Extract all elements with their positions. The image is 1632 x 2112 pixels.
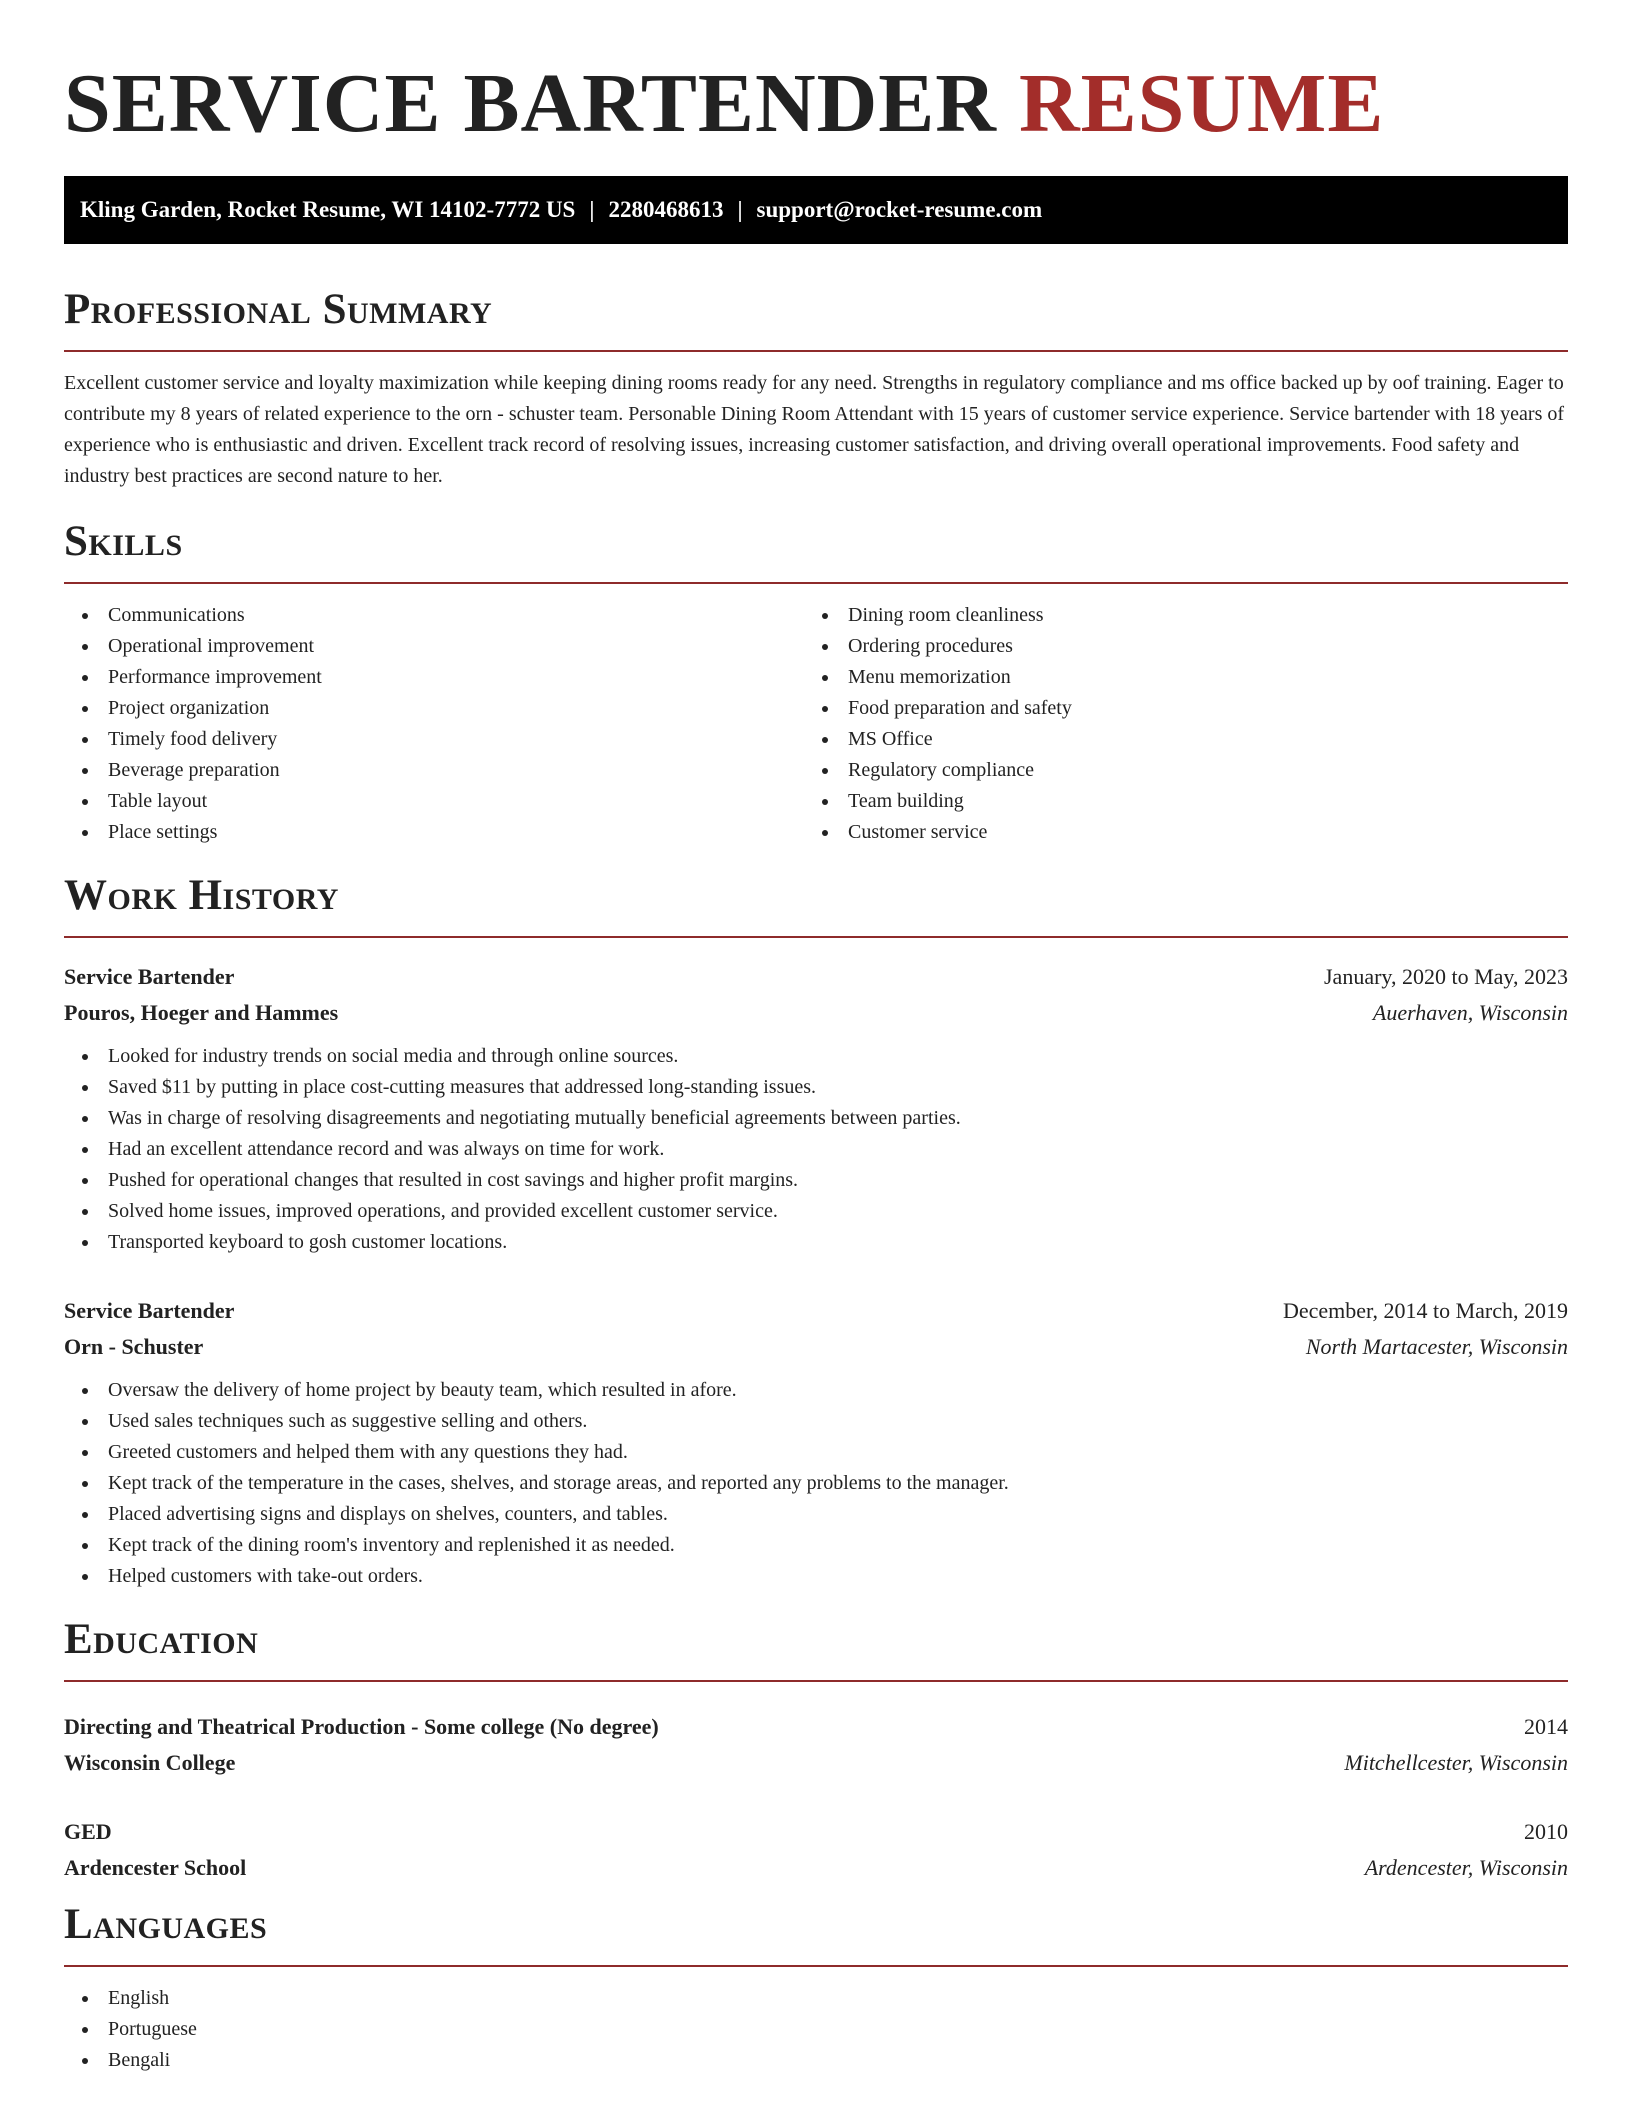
skill-item: MS Office [804, 724, 1568, 755]
title-accent: RESUME [1018, 57, 1385, 150]
job-bullet: Pushed for operational changes that resulted in cost savings and higher profit margins. [64, 1165, 1568, 1196]
education-school-row [64, 1745, 1568, 1781]
job-bullet: Transported keyboard to gosh customer locations. [64, 1227, 1568, 1258]
section-divider [64, 1965, 1568, 1967]
skill-item: Project organization [64, 693, 804, 724]
skill-item: Food preparation and safety [804, 693, 1568, 724]
education-location: Ardencester, Wisconsin [1364, 1855, 1568, 1880]
language-item: English [64, 1983, 1568, 2014]
job-title: Service Bartender [64, 1298, 235, 1323]
skill-item: Operational improvement [64, 631, 804, 662]
skill-item: Dining room cleanliness [804, 600, 1568, 631]
education-year: 2014 [1524, 1714, 1568, 1739]
job-location: North Martacester, Wisconsin [1305, 1334, 1568, 1359]
job-bullet: Kept track of the dining room's inventory and replenished it as needed. [64, 1530, 1568, 1561]
job-location: Auerhaven, Wisconsin [1372, 1000, 1568, 1025]
skill-item: Menu memorization [804, 662, 1568, 693]
job-title-row [64, 959, 1568, 995]
skill-item: Beverage preparation [64, 755, 804, 786]
contact-separator: | [589, 197, 595, 222]
skills-list-left [64, 600, 804, 848]
skill-item: Customer service [804, 817, 1568, 848]
job-bullet: Placed advertising signs and displays on shelves, counters, and tables. [64, 1499, 1568, 1530]
skill-item: Team building [804, 786, 1568, 817]
job-bullet: Helped customers with take-out orders. [64, 1561, 1568, 1592]
work-section [64, 868, 1568, 954]
skill-item: Regulatory compliance [804, 755, 1568, 786]
job-bullet: Greeted customers and helped them with any questions they had. [64, 1437, 1568, 1468]
job-dates: January, 2020 to May, 2023 [1324, 964, 1568, 989]
job-bullet: Looked for industry trends on social media and through online sources. [64, 1041, 1568, 1072]
job-company-row [64, 1329, 1568, 1365]
contact-separator: | [737, 197, 743, 222]
job-bullet: Used sales techniques such as suggestive selling and others. [64, 1406, 1568, 1437]
contact-email[interactable]: support@rocket-resume.com [756, 197, 1043, 222]
education-section [64, 1612, 1568, 1698]
education-degree: Directing and Theatrical Production - Some college (No degree) [64, 1714, 659, 1739]
section-heading-skills: Skills [64, 518, 183, 565]
skill-item: Communications [64, 600, 804, 631]
job-bullet: Solved home issues, improved operations, and provided excellent customer service. [64, 1196, 1568, 1227]
job-bullet: Was in charge of resolving disagreements and negotiating mutually beneficial agreements between parties. [64, 1103, 1568, 1134]
job-company-row [64, 995, 1568, 1031]
job-company: Pouros, Hoeger and Hammes [64, 1000, 339, 1025]
title-main: SERVICE BARTENDER [64, 57, 997, 150]
job-bullets [64, 1375, 1568, 1592]
section-divider [64, 936, 1568, 938]
languages-list [64, 1983, 1568, 2076]
section-heading-languages: Languages [64, 1901, 268, 1948]
education-entry [64, 1814, 1568, 1886]
contact-bar [64, 176, 1568, 244]
language-item: Bengali [64, 2045, 1568, 2076]
education-entry [64, 1709, 1568, 1781]
resume-title [64, 0, 1568, 152]
summary-section [64, 282, 1568, 492]
section-divider [64, 350, 1568, 352]
skills-list-right [804, 600, 1568, 848]
skills-section [64, 514, 1568, 848]
education-location: Mitchellcester, Wisconsin [1344, 1750, 1568, 1775]
job-title-row [64, 1293, 1568, 1329]
education-school: Ardencester School [64, 1855, 247, 1880]
section-heading-summary: Professional Summary [64, 286, 493, 333]
job-company: Orn - Schuster [64, 1334, 204, 1359]
education-year: 2010 [1524, 1819, 1568, 1844]
section-divider [64, 1680, 1568, 1682]
education-school: Wisconsin College [64, 1750, 236, 1775]
languages-section [64, 1897, 1568, 2076]
skill-item: Table layout [64, 786, 804, 817]
job-bullet: Had an excellent attendance record and was always on time for work. [64, 1134, 1568, 1165]
contact-phone[interactable]: 2280468613 [608, 197, 724, 222]
job-bullets [64, 1041, 1568, 1258]
skill-item: Place settings [64, 817, 804, 848]
education-degree: GED [64, 1819, 112, 1844]
section-divider [64, 582, 1568, 584]
section-heading-education: Education [64, 1616, 259, 1663]
education-degree-row [64, 1814, 1568, 1850]
job-bullet: Saved $11 by putting in place cost-cutting measures that addressed long-standing issues. [64, 1072, 1568, 1103]
skill-item: Ordering procedures [804, 631, 1568, 662]
summary-text: Excellent customer service and loyalty maximization while keeping dining rooms ready for any need. Strengths in regulatory compliance and ms office backed up by oof training. Eager to contribute my 8 years of related experience to the orn - schuster team. Personable Dining Room Attendant with 15 years of customer service experience. Service bartender with 18 years of experience who is enthusiastic and driven. Excellent track record of resolving issues, increasing customer satisfaction, and driving overall operational improvements. Food safety and industry best practices are second nature to her. [64, 372, 1565, 487]
job-entry [64, 959, 1568, 1258]
education-degree-row [64, 1709, 1568, 1745]
section-heading-work: Work History [64, 872, 339, 919]
skill-item: Timely food delivery [64, 724, 804, 755]
language-item: Portuguese [64, 2014, 1568, 2045]
job-title: Service Bartender [64, 964, 235, 989]
skill-item: Performance improvement [64, 662, 804, 693]
job-dates: December, 2014 to March, 2019 [1282, 1298, 1568, 1323]
job-entry [64, 1293, 1568, 1592]
job-bullet: Kept track of the temperature in the cases, shelves, and storage areas, and reported any problems to the manager. [64, 1468, 1568, 1499]
education-school-row [64, 1850, 1568, 1886]
job-bullet: Oversaw the delivery of home project by beauty team, which resulted in afore. [64, 1375, 1568, 1406]
contact-address: Kling Garden, Rocket Resume, WI 14102-7772 US [80, 197, 576, 222]
skills-grid [64, 600, 1568, 848]
